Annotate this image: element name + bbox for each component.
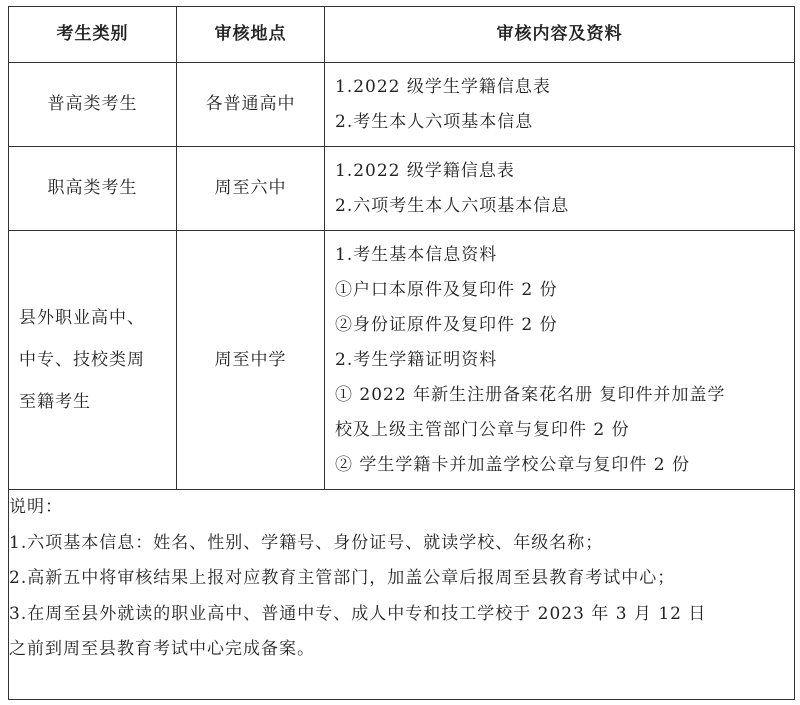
category-line: 中专、技校类周: [19, 350, 145, 370]
content-line: 2.考生本人六项基本信息: [335, 111, 534, 132]
content-line: 1.2022 级学生学籍信息表: [335, 76, 551, 97]
row-content: [325, 63, 795, 147]
table-header-row: [9, 7, 795, 63]
content-line: 校及上级主管部门公章与复印件 2 份: [335, 419, 630, 440]
content-line: 2.六项考生本人六项基本信息: [335, 195, 570, 216]
header-content: 审核内容及资料: [325, 7, 795, 63]
row-category: [9, 231, 177, 490]
content-line: ②身份证原件及复印件 2 份: [335, 314, 558, 335]
notes-title: 说明：: [9, 497, 63, 517]
content-line: 2.考生学籍证明资料: [335, 349, 498, 370]
notes-row: [9, 490, 795, 700]
note-line: 之前到周至县教育考试中心完成备案。: [9, 639, 315, 659]
content-line: 1.考生基本信息资料: [335, 244, 498, 265]
row-location: 各普通高中: [177, 63, 325, 147]
row-category: 职高类考生: [9, 147, 177, 231]
content-line: ① 2022 年新生注册备案花名册 复印件并加盖学: [335, 384, 726, 405]
category-line: 至籍考生: [19, 392, 91, 412]
table-row: [9, 147, 795, 231]
table-row: [9, 63, 795, 147]
row-location: 周至六中: [177, 147, 325, 231]
category-line: 县外职业高中、: [19, 308, 145, 328]
header-category: 考生类别: [9, 7, 177, 63]
note-line: 1.六项基本信息：姓名、性别、学籍号、身份证号、就读学校、年级名称；: [9, 532, 604, 553]
review-table: [8, 6, 795, 700]
content-line: ①户口本原件及复印件 2 份: [335, 279, 558, 300]
content-line: ② 学生学籍卡并加盖学校公章与复印件 2 份: [335, 454, 691, 475]
table-row: [9, 231, 795, 490]
header-location: 审核地点: [177, 7, 325, 63]
note-line: 2.高新五中将审核结果上报对应教育主管部门，加盖公章后报周至县教育考试中心；: [9, 568, 676, 588]
row-content: [325, 147, 795, 231]
row-location: 周至中学: [177, 231, 325, 490]
row-category: 普高类考生: [9, 63, 177, 147]
content-line: 1.2022 级学籍信息表: [335, 160, 515, 181]
note-line: 3.在周至县外就读的职业高中、普通中专、成人中专和技工学校于 2023 年 3 月 12 日: [9, 603, 707, 624]
notes-cell: [9, 490, 795, 700]
row-content: [325, 231, 795, 490]
